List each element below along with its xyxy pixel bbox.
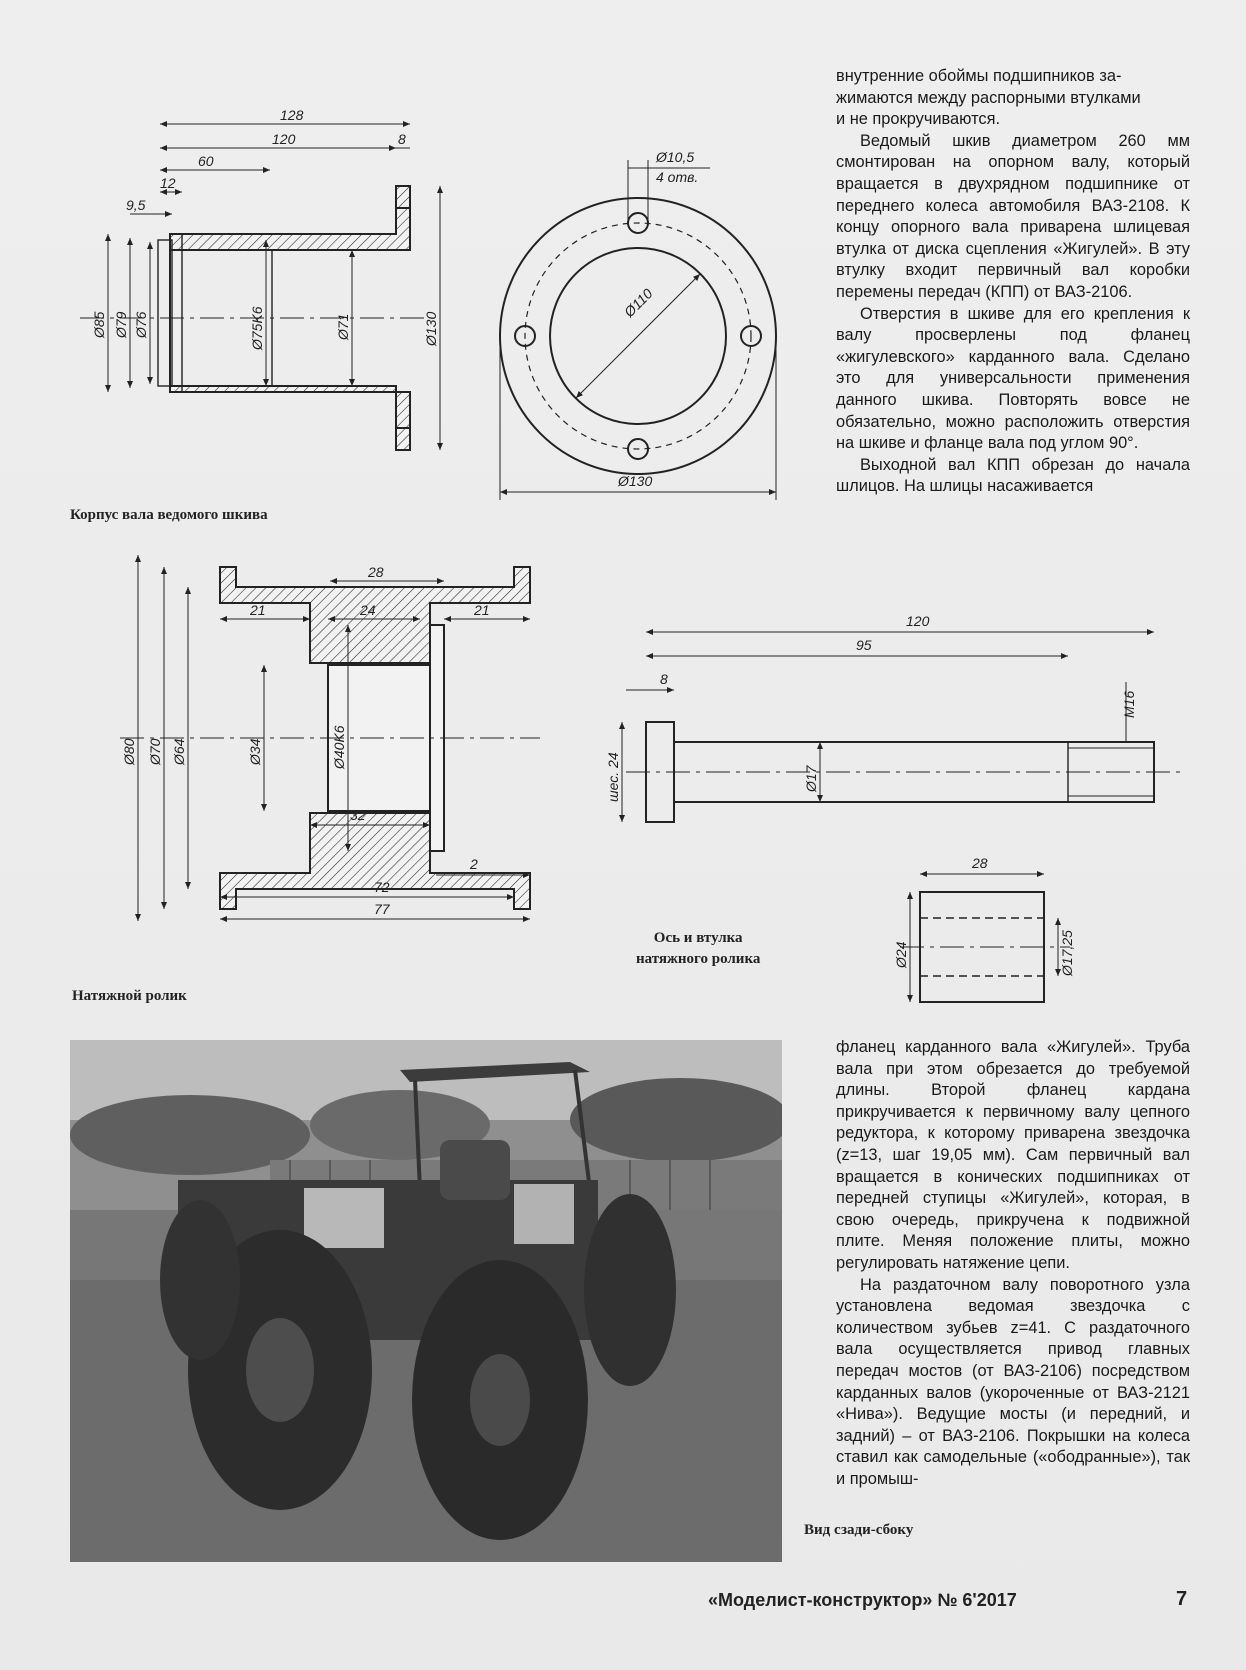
dim-bd24: Ø24 (893, 941, 909, 968)
housing-flange-bottom (396, 428, 410, 450)
dim-r21-right: 21 (474, 602, 490, 618)
dim-d130-horizontal: Ø130 (618, 473, 653, 489)
dim-r34: Ø34 (247, 738, 263, 765)
dim-a8: 8 (660, 671, 668, 687)
dim-r2: 2 (470, 856, 478, 872)
dim-r64: Ø64 (171, 738, 187, 765)
paragraph-3: Выходной вал КПП обрезан до начала шлицов. На шлицы насаживается (836, 455, 1190, 496)
caption-axle: Ось и втулка натяжного ролика (636, 930, 761, 967)
caption-tension-roller: Натяжной ролик (72, 988, 187, 1004)
dim-r21-left: 21 (250, 602, 266, 618)
paragraph-continuation: внутренние обоймы подшипников за- жимаются между распорными втулками и не прокручиваются. (836, 67, 1141, 129)
dim-r24: 24 (360, 602, 376, 618)
paragraph-4: фланец карданного вала «Жигулей». Труба вала при этом обрезается до требуемой длины. Второй фланец кардана прикручивается к первичному валу цепного редуктора, к которому приварена звездочка (z=13, шаг 19,05 мм). Сам первичный вал вращается в конических подшипниках от передней ступицы «Жигулей», которая, в свою очередь, прикручена к подвижной плите. Меняя положение плиты, можно регулировать натяжение цепи. (836, 1038, 1190, 1272)
dim-r77: 77 (374, 901, 390, 917)
dim-bd17-25: Ø17,25 (1059, 930, 1075, 976)
text-column-bottom (836, 1037, 1190, 1490)
housing-section-bottom (170, 386, 410, 450)
dim-12: 12 (160, 175, 176, 191)
dim-d85: Ø85 (91, 311, 107, 338)
dim-ahex: шес. 24 (605, 752, 621, 802)
housing-drawing (60, 110, 480, 490)
vehicle-photo (70, 1040, 782, 1562)
housing-flange-top (396, 186, 410, 208)
dim-a95: 95 (856, 637, 872, 653)
dim-d75k6: Ø75K6 (249, 306, 265, 350)
caption-photo: Вид сзади-сбоку (804, 1522, 914, 1538)
dim-d76: Ø76 (133, 311, 149, 338)
dim-a120: 120 (906, 613, 930, 629)
dim-r80: Ø80 (121, 738, 137, 765)
dim-r70: Ø70 (147, 738, 163, 765)
dim-r28: 28 (368, 564, 384, 580)
paragraph-5: На раздаточном валу поворотного узла установлена ведомая звездочка с количеством зубьев z=41. С раздаточного вала осуществляется привод главных передач мостов (от ВАЗ-2106) посредством карданных валов (укороченные от ВАЗ-2121 «Нива»). Ведущие мосты (и передний, и задний) – от ВАЗ-2106. Покрышки на колеса ставил как самодельные («ободранные»), так и промыш- (836, 1275, 1190, 1488)
dim-ad17: Ø17 (803, 765, 819, 792)
tension-roller-drawing (120, 555, 540, 975)
dim-128: 128 (280, 110, 304, 123)
dim-r72: 72 (374, 879, 390, 895)
dim-8: 8 (398, 131, 406, 147)
housing-section-top (170, 186, 410, 250)
text-column-top (836, 66, 1190, 498)
dim-9-5: 9,5 (126, 197, 146, 213)
dim-60: 60 (198, 153, 214, 169)
dim-r32: 32 (350, 807, 366, 823)
bushing-drawing (880, 848, 1090, 1018)
caption-housing: Корпус вала ведомого шкива (70, 507, 268, 523)
dim-d71: Ø71 (335, 313, 351, 340)
dim-am16: M16 (1121, 690, 1137, 718)
footer-page-number: 7 (1176, 1588, 1188, 1610)
paragraph-1: Ведомый шкив диаметром 260 мм смонтирован на опорном валу, который вращается в двухрядном подшипнике от переднего колеса автомобиля ВАЗ-2108. К концу опорного вала приварена шлицевая втулка от диска сцепления «Жигулей». В эту втулку входит первичный вал коробки перемены передач (КПП) от ВАЗ-2106. (836, 131, 1190, 301)
dim-d110: Ø110 (620, 285, 656, 321)
axle-drawing (586, 612, 1196, 832)
dim-120: 120 (272, 131, 296, 147)
dim-d130-vertical: Ø130 (423, 311, 439, 346)
dim-4-holes: 4 отв. (656, 169, 699, 185)
dim-d79: Ø79 (113, 311, 129, 338)
dim-b28: 28 (972, 855, 988, 871)
footer-magazine-title: «Моделист-конструктор» № 6'2017 (708, 1590, 1017, 1610)
flange-drawing (490, 140, 790, 520)
dim-r40k6: Ø40K6 (331, 725, 347, 769)
paragraph-2: Отверстия в шкиве для его крепления к валу просверлены под фланец «жигулевского» карданного вала. Сделано это для универсальности применения данного шкива. Повторять вовсе не обязательно, можно расположить отверстия на шкиве и фланце вала под углом 90°. (836, 304, 1190, 453)
dim-d10-5: Ø10,5 (656, 149, 695, 165)
